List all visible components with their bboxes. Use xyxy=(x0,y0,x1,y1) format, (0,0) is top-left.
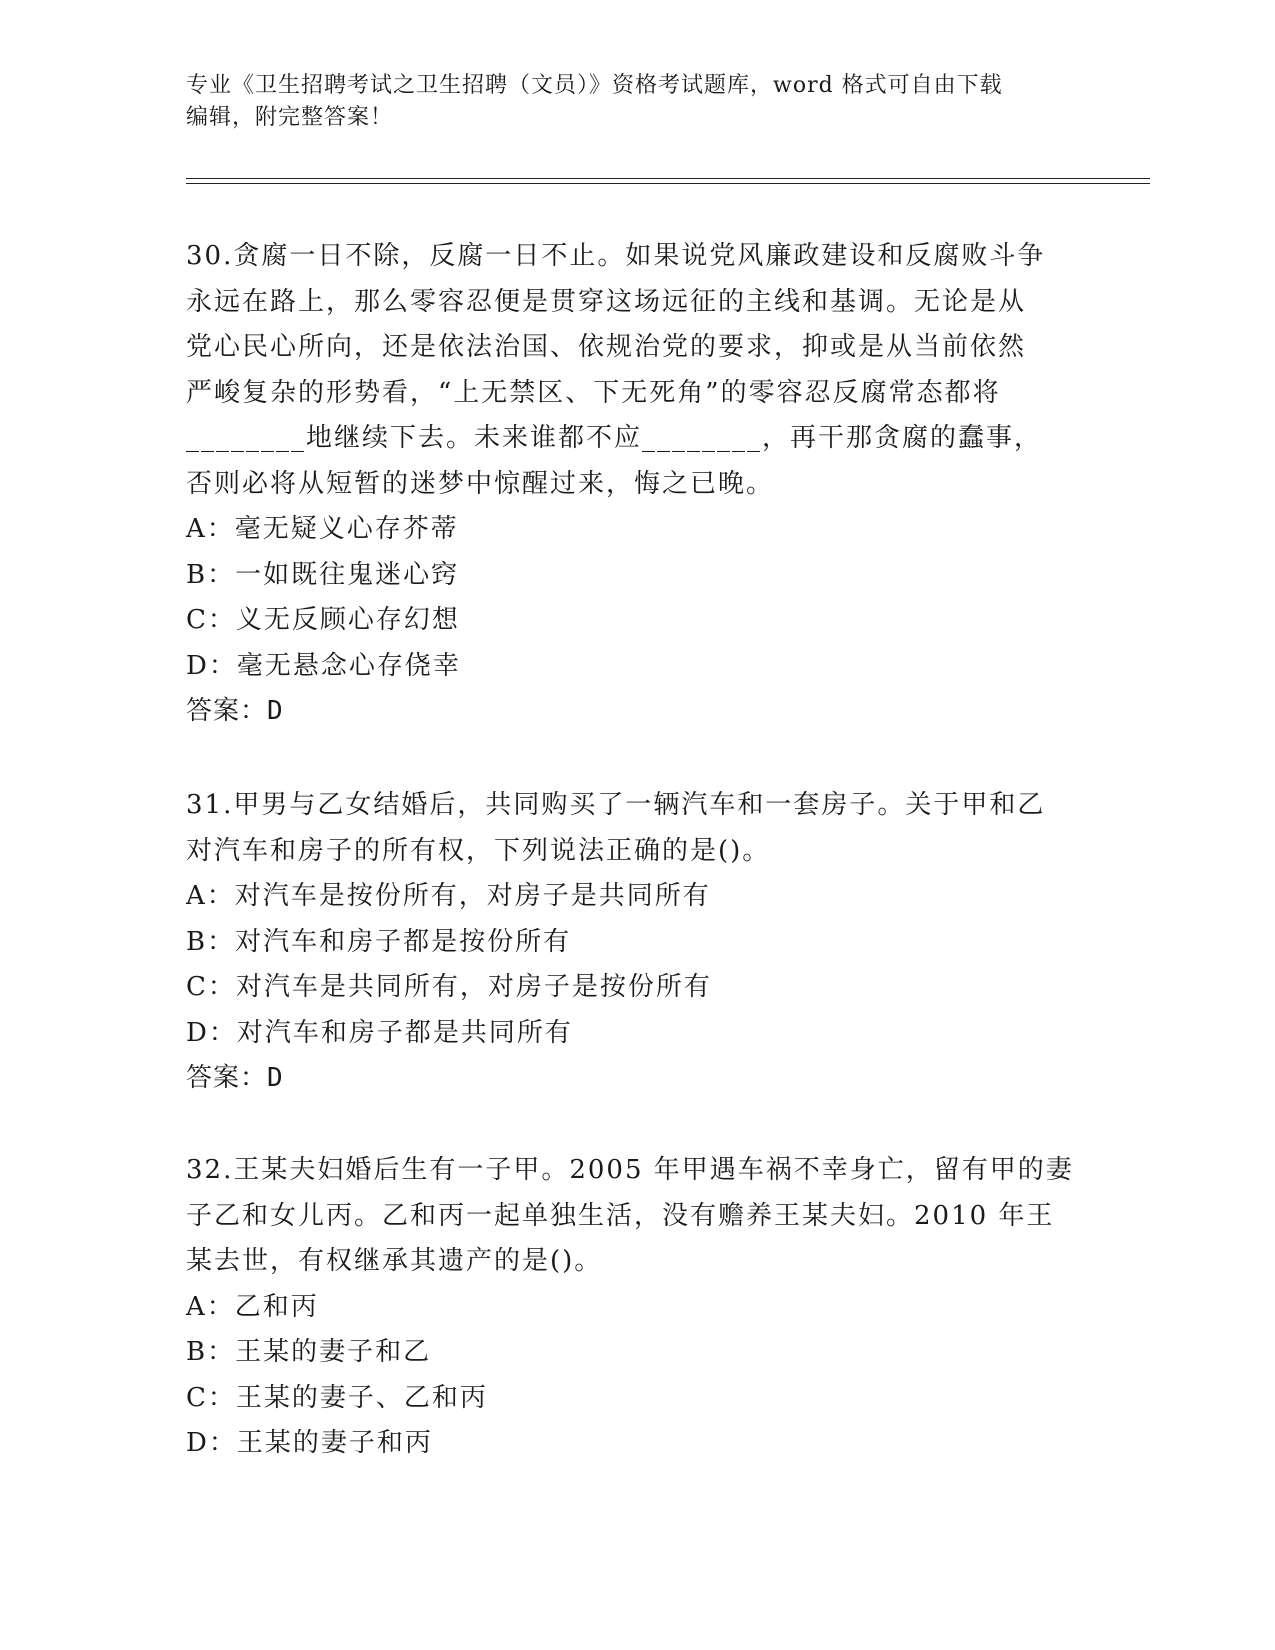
header-divider-bottom xyxy=(186,183,1150,184)
header-divider-top xyxy=(186,178,1150,179)
question-32 xyxy=(186,1148,1086,1467)
option-c: C：义无反顾心存幻想 xyxy=(186,605,460,635)
document-header xyxy=(186,70,1086,134)
option-c: C：对汽车是共同所有，对房子是按份所有 xyxy=(186,972,712,1002)
question-stem-line: 某去世，有权继承其遗产的是()。 xyxy=(186,1246,603,1276)
option-b: B：王某的妻子和乙 xyxy=(186,1337,432,1367)
question-stem-line: 永远在路上，那么零容忍便是贯穿这场远征的主线和基调。无论是从 xyxy=(186,286,1027,317)
answer-label: 答案： xyxy=(186,1063,268,1093)
question-stem-line: 否则必将从短暂的迷梦中惊醒过来，悔之已晚。 xyxy=(186,468,775,499)
question-stem-line: 对汽车和房子的所有权，下列说法正确的是()。 xyxy=(186,835,771,866)
question-stem-line: 子乙和女儿丙。乙和丙一起单独生活，没有赡养王某夫妇。2010 年王 xyxy=(186,1200,1055,1231)
option-a: A：毫无疑义心存芥蒂 xyxy=(186,514,459,544)
question-stem-line: 32.王某夫妇婚后生有一子甲。2005 年甲遇车祸不幸身亡，留有甲的妻 xyxy=(186,1155,1074,1185)
option-a: A：对汽车是按份所有，对房子是共同所有 xyxy=(186,881,711,911)
question-stem-line: 30.贪腐一日不除，反腐一日不止。如果说党风廉政建设和反腐败斗争 xyxy=(186,241,1046,271)
option-a: A：乙和丙 xyxy=(186,1291,319,1322)
answer-label: 答案： xyxy=(186,696,268,726)
answer xyxy=(186,1056,1086,1102)
answer xyxy=(186,689,1086,735)
question-stem-line: 党心民心所向，还是依法治国、依规治党的要求，抑或是从当前依然 xyxy=(186,332,1027,362)
question-30 xyxy=(186,234,1086,735)
option-b: B：一如既往鬼迷心窍 xyxy=(186,559,460,590)
answer-value: D xyxy=(267,1063,284,1093)
header-line-2: 编辑，附完整答案！ xyxy=(186,105,394,130)
option-d: D：对汽车和房子都是共同所有 xyxy=(186,1017,573,1048)
option-d: D：王某的妻子和丙 xyxy=(186,1428,433,1458)
option-d: D：毫无悬念心存侥幸 xyxy=(186,650,461,681)
question-stem-line: 严峻复杂的形势看，“上无禁区、下无死角”的零容忍反腐常态都将 xyxy=(186,377,1001,408)
question-stem-line: 31.甲男与乙女结婚后，共同购买了一辆汽车和一套房子。关于甲和乙 xyxy=(186,790,1046,820)
question-31 xyxy=(186,783,1086,1102)
header-line-1: 专业《卫生招聘考试之卫生招聘（文员）》资格考试题库，word 格式可自由下载 xyxy=(186,73,1003,98)
question-stem-line: ________地继续下去。未来谁都不应________，再干那贪腐的蠢事， xyxy=(186,423,1043,453)
option-b: B：对汽车和房子都是按份所有 xyxy=(186,926,572,957)
option-c: C：王某的妻子、乙和丙 xyxy=(186,1382,488,1413)
answer-value: D xyxy=(267,696,284,726)
